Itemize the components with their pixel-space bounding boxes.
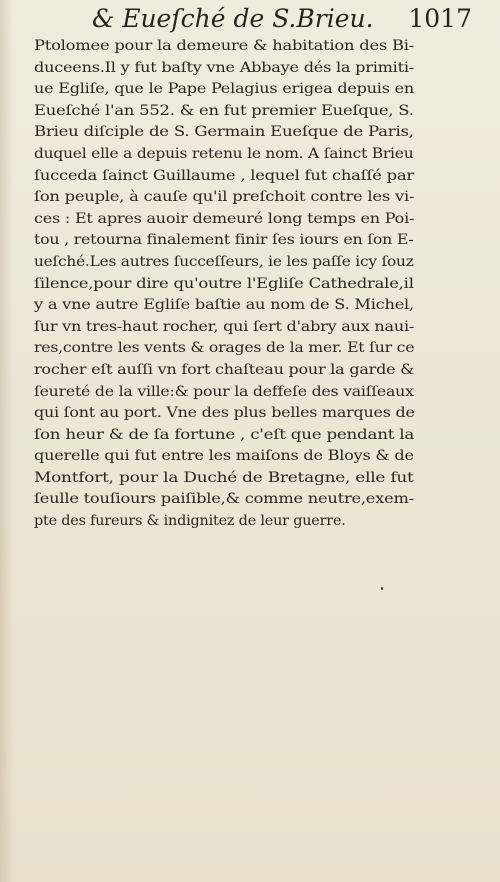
body-text	[34, 36, 414, 533]
running-head-title: & Eueſché de S.Brieu.	[92, 4, 374, 33]
running-head	[92, 4, 472, 36]
text-line: ſeulle touſiours paiſible,& comme neutre,exem-	[34, 491, 414, 508]
text-line: ſucceda ſainct Guillaume , lequel fut chaſſé par	[34, 167, 414, 184]
text-line: ue Egliſe, que le Pape Pelagius erigea depuis en	[34, 81, 414, 98]
text-line: Brieu diſciple de S. Germain Eueſque de Paris,	[34, 124, 414, 141]
ink-speck	[381, 587, 383, 590]
text-line: Ptolomee pour la demeure & habitation des Bi-	[34, 38, 415, 54]
text-line: ſilence,pour dire qu'outre l'Egliſe Cathedrale,il	[34, 275, 414, 292]
page-gutter-shadow	[0, 0, 14, 882]
text-line: querelle qui fut entre les maiſons de Bloys & de	[34, 448, 414, 465]
page-number: 1017	[408, 4, 472, 33]
text-line: Montfort, pour la Duché de Bretagne, elle fut	[34, 469, 414, 486]
text-line: Eueſché l'an 552. & en fut premier Eueſque, S.	[34, 102, 414, 119]
text-line: duquel elle a depuis retenu le nom. A ſainct Brieu	[34, 145, 414, 162]
text-line: rocher eſt auſſi vn fort chaſteau pour la garde &	[34, 361, 415, 378]
text-line: tou , retourna finalement finir ſes iours en ſon E-	[34, 232, 414, 249]
text-line-last: pte des fureurs & indignitez de leur guerre.	[34, 513, 346, 530]
text-line: duceens.Il y fut baſty vne Abbaye dés la primiti-	[34, 59, 414, 76]
text-line: y a vne autre Egliſe baſtie au nom de S. Michel,	[34, 297, 414, 314]
text-line: ſon peuple, à cauſe qu'il preſchoit contre les vi-	[34, 189, 415, 206]
text-line: ces : Et apres auoir demeuré long temps en Poi-	[34, 210, 415, 227]
text-line: ſur vn tres-haut rocher, qui ſert d'abry aux naui-	[34, 318, 415, 335]
text-line: ueſché.Les autres ſucceſſeurs, ie les paſſe icy ſouz	[34, 253, 414, 270]
text-line: ſon heur & de ſa fortune , c'eſt que pendant la	[34, 426, 415, 443]
text-line: ſeureté de la ville:& pour la deffeſe des vaiſſeaux	[34, 383, 414, 400]
text-line: qui ſont au port. Vne des plus belles marques de	[34, 405, 415, 422]
text-line: res,contre les vents & orages de la mer. Et ſur ce	[34, 340, 415, 357]
